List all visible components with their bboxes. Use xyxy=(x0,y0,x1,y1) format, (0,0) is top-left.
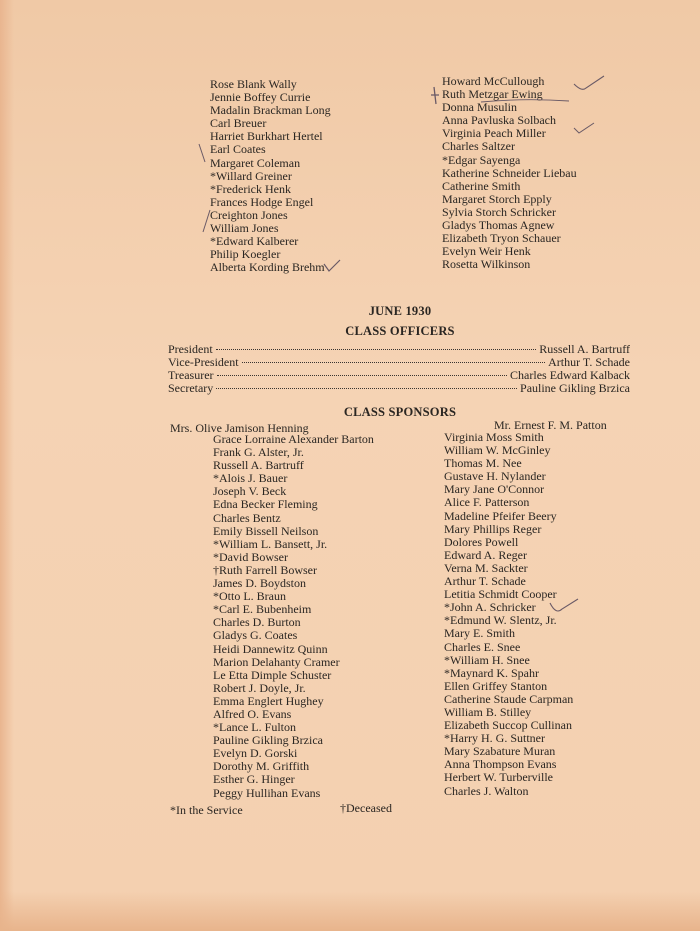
name-entry: Gustave H. Nylander xyxy=(444,469,546,484)
name-entry: Virginia Moss Smith xyxy=(444,430,544,444)
name-entry: Mary Jane O'Connor xyxy=(444,482,545,497)
name-entry: Gladys Thomas Agnew xyxy=(442,218,555,233)
name-entry: Emily Bissell Neilson xyxy=(213,523,319,538)
sponsors-left-list xyxy=(213,433,374,800)
name-entry: Pauline Gikling Brzica xyxy=(213,733,323,748)
name-entry: *Carl E. Bubenheim xyxy=(213,602,312,617)
name-entry: Mary Phillips Reger xyxy=(444,521,542,536)
name-entry: Margaret Coleman xyxy=(210,155,301,170)
name-entry: Rosetta Wilkinson xyxy=(442,257,531,272)
class-date-heading: JUNE 1930 xyxy=(368,304,432,318)
name-entry: Charles Bentz xyxy=(213,510,281,525)
name-entry: Peggy Hullihan Evans xyxy=(213,785,321,800)
officer-name: Pauline Gikling Brzica xyxy=(520,381,630,395)
name-entry: Madalin Brackman Long xyxy=(210,103,331,118)
name-entry: *William L. Bansett, Jr. xyxy=(213,536,328,551)
name-entry: Donna Musulin xyxy=(442,100,517,115)
name-entry: Dolores Powell xyxy=(444,534,519,549)
name-entry: Frank G. Alster, Jr. xyxy=(213,445,304,460)
name-entry: Heidi Dannewitz Quinn xyxy=(213,641,328,656)
name-entry: Anna Pavluska Solbach xyxy=(442,113,556,128)
right-first-sponsor: Mr. Ernest F. M. Patton xyxy=(494,418,607,432)
name-entry: Earl Coates xyxy=(210,142,266,157)
leader-dots xyxy=(242,362,546,363)
name-entry: Esther G. Hinger xyxy=(213,772,295,787)
officer-title: Vice-President xyxy=(168,355,239,369)
leader-dots xyxy=(216,388,517,389)
name-entry: Arthur T. Schade xyxy=(444,574,526,589)
name-entry: Herbert W. Turberville xyxy=(444,770,553,785)
name-entry: Verna M. Sackter xyxy=(444,560,528,575)
officer-title: President xyxy=(168,342,213,356)
leader-dots xyxy=(217,375,508,376)
name-entry: *Lance L. Fulton xyxy=(213,720,296,735)
officer-row-vice-president xyxy=(168,355,630,369)
name-entry: Gladys G. Coates xyxy=(213,628,298,643)
officer-title: Treasurer xyxy=(168,368,214,382)
name-entry: James D. Boydston xyxy=(213,576,306,591)
name-entry: Grace Lorraine Alexander Barton xyxy=(213,432,374,446)
name-entry: *William H. Snee xyxy=(444,652,530,667)
name-entry: Evelyn Weir Henk xyxy=(442,244,531,259)
name-entry: *Edmund W. Slentz, Jr. xyxy=(444,613,557,628)
name-entry: Creighton Jones xyxy=(210,207,288,222)
name-entry: *Alois J. Bauer xyxy=(213,471,288,486)
top-left-name-list xyxy=(210,78,331,274)
name-entry: *Maynard K. Spahr xyxy=(444,665,539,680)
name-entry: Robert J. Doyle, Jr. xyxy=(213,680,306,695)
top-right-name-list xyxy=(442,75,577,271)
class-sponsors-heading: CLASS SPONSORS xyxy=(343,405,457,419)
name-entry: Rose Blank Wally xyxy=(210,77,297,91)
name-entry: Marion Delahanty Cramer xyxy=(213,654,340,669)
name-entry: Mary Szabature Muran xyxy=(444,744,556,759)
name-entry: Jennie Boffey Currie xyxy=(210,90,311,105)
officer-name: Charles Edward Kalback xyxy=(510,368,630,382)
name-entry: William B. Stilley xyxy=(444,704,532,719)
head-sponsor: Mrs. Olive Jamison Henning xyxy=(170,421,309,435)
name-entry: Elizabeth Succop Cullinan xyxy=(444,718,572,733)
name-entry: Ruth Metzgar Ewing xyxy=(442,87,543,102)
name-entry: Letitia Schmidt Cooper xyxy=(444,587,557,602)
sponsors-right-list xyxy=(444,431,573,798)
officer-row-president xyxy=(168,342,630,356)
name-entry: Virginia Peach Miller xyxy=(442,126,546,141)
name-entry: Alfred O. Evans xyxy=(213,706,292,721)
officer-name: Arthur T. Schade xyxy=(548,355,630,369)
name-entry: Ellen Griffey Stanton xyxy=(444,678,548,693)
leader-dots xyxy=(216,349,537,350)
name-entry: Joseph V. Beck xyxy=(213,484,287,499)
footnote-in-service: *In the Service xyxy=(170,803,243,817)
name-entry: *Edgar Sayenga xyxy=(442,152,521,167)
name-entry: Charles J. Walton xyxy=(444,783,529,798)
name-entry: *Willard Greiner xyxy=(210,168,292,183)
pencil-mark-icon xyxy=(428,86,442,106)
name-entry: Edward A. Reger xyxy=(444,547,527,562)
name-entry: Katherine Schneider Liebau xyxy=(442,165,577,180)
officer-title: Secretary xyxy=(168,381,214,395)
name-entry: Sylvia Storch Schricker xyxy=(442,204,556,219)
name-entry: Mary E. Smith xyxy=(444,626,515,641)
name-entry: Russell A. Bartruff xyxy=(213,458,304,473)
name-entry: Charles E. Snee xyxy=(444,639,521,654)
name-entry: Frances Hodge Engel xyxy=(210,194,314,209)
name-entry: Elizabeth Tryon Schauer xyxy=(442,231,561,246)
officer-name: Russell A. Bartruff xyxy=(539,342,630,356)
name-entry: Carl Breuer xyxy=(210,116,267,131)
name-entry: Madeline Pfeifer Beery xyxy=(444,508,557,523)
name-entry: Charles Saltzer xyxy=(442,139,515,154)
officer-row-secretary xyxy=(168,381,630,395)
name-entry: Catherine Smith xyxy=(442,178,521,193)
name-entry: *Otto L. Braun xyxy=(213,589,286,604)
name-entry: William W. McGinley xyxy=(444,443,551,458)
name-entry: Howard McCullough xyxy=(442,74,545,88)
footnote-deceased: †Deceased xyxy=(340,801,392,815)
name-entry: Alice F. Patterson xyxy=(444,495,530,510)
name-entry: †Ruth Farrell Bowser xyxy=(213,562,317,577)
name-entry: Anna Thompson Evans xyxy=(444,757,557,772)
name-entry: Le Etta Dimple Schuster xyxy=(213,667,332,682)
name-entry: Catherine Staude Carpman xyxy=(444,691,574,706)
officer-row-treasurer xyxy=(168,368,630,382)
name-entry: *David Bowser xyxy=(213,549,288,564)
name-entry: Harriet Burkhart Hertel xyxy=(210,129,323,144)
name-entry: Dorothy M. Griffith xyxy=(213,759,310,774)
name-entry: Evelyn D. Gorski xyxy=(213,746,298,761)
pencil-mark-icon xyxy=(196,142,210,164)
name-entry: *John A. Schricker xyxy=(444,600,536,615)
name-entry: Emma Englert Hughey xyxy=(213,693,324,708)
name-entry: Alberta Kording Brehm xyxy=(210,260,325,275)
name-entry: *Edward Kalberer xyxy=(210,234,299,249)
name-entry: William Jones xyxy=(210,221,279,236)
name-entry: Charles D. Burton xyxy=(213,615,301,630)
pencil-check-icon xyxy=(572,74,606,94)
name-entry: Edna Becker Fleming xyxy=(213,497,318,512)
class-officers-heading: CLASS OFFICERS xyxy=(345,324,455,338)
name-entry: *Frederick Henk xyxy=(210,181,291,196)
name-entry: Philip Koegler xyxy=(210,247,281,262)
name-entry: Margaret Storch Epply xyxy=(442,191,552,206)
name-entry: *Harry H. G. Suttner xyxy=(444,731,545,746)
name-entry: Thomas M. Nee xyxy=(444,456,522,471)
